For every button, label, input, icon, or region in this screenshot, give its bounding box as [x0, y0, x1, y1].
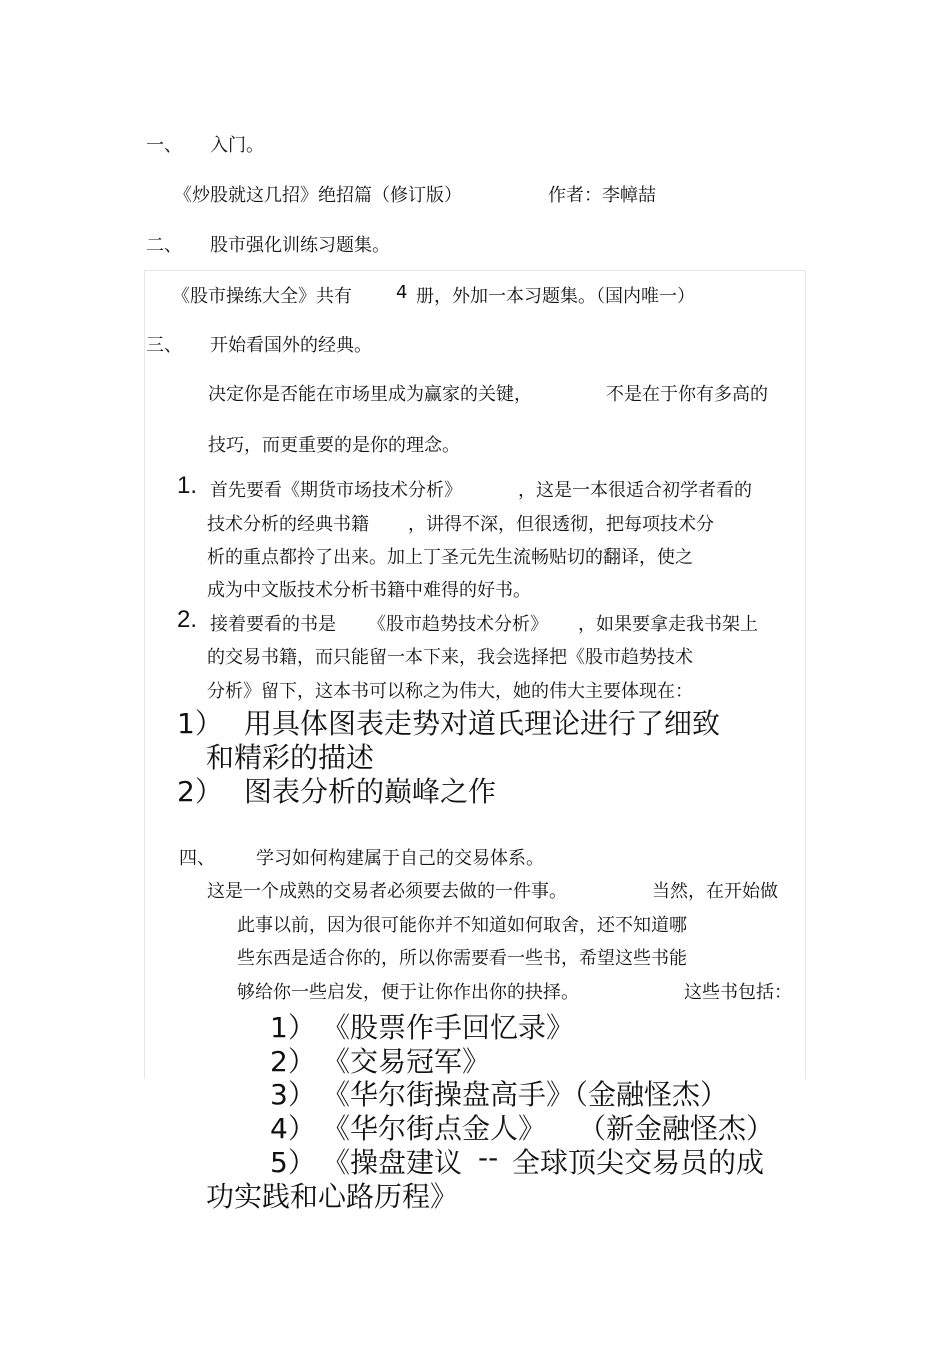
- book-list-5-title-a: 《操盘建议: [322, 1146, 463, 1179]
- book-1-title: 《炒股就这几招》绝招篇（修订版）: [174, 185, 462, 206]
- book-list-5-title-c: 功实践和心路历程》: [206, 1180, 459, 1213]
- set-count: 4: [396, 282, 408, 303]
- point-1-line-2: 和精彩的描述: [206, 741, 375, 774]
- item-1-line-3: 析的重点都拎了出来。加上丁圣元先生流畅贴切的翻译，使之: [207, 547, 693, 568]
- section-3-title: 开始看国外的经典。: [210, 335, 372, 356]
- section-3-number: 三、: [146, 335, 182, 356]
- section-4-number: 四、: [179, 848, 215, 869]
- intro-line-2: 技巧，而更重要的是你的理念。: [208, 435, 460, 456]
- item-1-number: 1.: [177, 472, 198, 499]
- item-2-line-2: 的交易书籍，而只能留一本下来，我会选择把《股市趋势技术: [207, 647, 693, 668]
- book-list-3-title: 《华尔街操盘高手》（金融怪杰）: [322, 1078, 729, 1111]
- para-4-line-4a: 够给你一些启发，便于让你作出你的抉择。: [237, 982, 579, 1003]
- book-list-5-title-b: 全球顶尖交易员的成: [512, 1146, 765, 1179]
- book-list-2-number: 2）: [270, 1045, 316, 1078]
- book-list-4-title: 《华尔街点金人》: [322, 1112, 547, 1145]
- item-1-line-4: 成为中文版技术分析书籍中难得的好书。: [207, 580, 531, 601]
- para-4-line-2: 此事以前，因为很可能你并不知道如何取舍，还不知道哪: [237, 915, 687, 936]
- item-2-line-1b: 《股市趋势技术分析》: [368, 614, 548, 635]
- set-text-post: 册，外加一本习题集。（国内唯一）: [416, 286, 695, 307]
- para-4-line-1b: 当然，在开始做: [652, 881, 778, 902]
- section-2-title: 股市强化训练习题集。: [210, 235, 390, 256]
- para-4-line-4b: 这些书包括：: [684, 982, 792, 1003]
- item-2-line-3: 分析》留下，这本书可以称之为伟大，她的伟大主要体现在：: [207, 681, 693, 702]
- item-1-line-2a: 技术分析的经典书籍: [207, 514, 369, 535]
- book-list-4-number: 4）: [270, 1112, 316, 1145]
- section-4-title: 学习如何构建属于自己的交易体系。: [256, 848, 544, 869]
- point-1-number: 1）: [177, 707, 223, 740]
- book-list-5-dash: --: [478, 1141, 499, 1174]
- para-4-line-1a: 这是一个成熟的交易者必须要去做的一件事。: [207, 881, 567, 902]
- point-2-number: 2）: [177, 775, 223, 808]
- book-list-4-alias: （新金融怪杰）: [578, 1112, 775, 1145]
- point-2-text: 图表分析的巅峰之作: [244, 775, 497, 808]
- section-1-number: 一、: [146, 135, 182, 156]
- book-list-5-number: 5）: [270, 1146, 316, 1179]
- set-text-pre: 《股市操练大全》共有: [172, 286, 352, 307]
- item-2-number: 2.: [177, 606, 198, 633]
- book-list-1-number: 1）: [270, 1011, 316, 1044]
- item-1-line-1a: 首先要看《期货市场技术分析》: [210, 480, 462, 501]
- book-list-3-number: 3）: [270, 1078, 316, 1111]
- intro-line-1b: 不是在于你有多高的: [606, 384, 768, 405]
- book-list-2-title: 《交易冠军》: [322, 1045, 491, 1078]
- item-1-line-1b: ，这是一本很适合初学者看的: [518, 480, 752, 501]
- intro-line-1a: 决定你是否能在市场里成为赢家的关键，: [208, 384, 532, 405]
- para-4-line-3: 些东西是适合你的，所以你需要看一些书，希望这些书能: [237, 948, 687, 969]
- point-1-line-1: 用具体图表走势对道氏理论进行了细致: [244, 707, 721, 740]
- book-list-1-title: 《股票作手回忆录》: [322, 1011, 575, 1044]
- section-2-number: 二、: [146, 235, 182, 256]
- item-2-line-1c: ，如果要拿走我书架上: [578, 614, 758, 635]
- book-1-author: 作者：李幛喆: [548, 185, 656, 206]
- section-1-title: 入门。: [210, 135, 264, 156]
- item-1-line-2b: ，讲得不深，但很透彻，把每项技术分: [408, 514, 714, 535]
- item-2-line-1a: 接着要看的书是: [210, 614, 336, 635]
